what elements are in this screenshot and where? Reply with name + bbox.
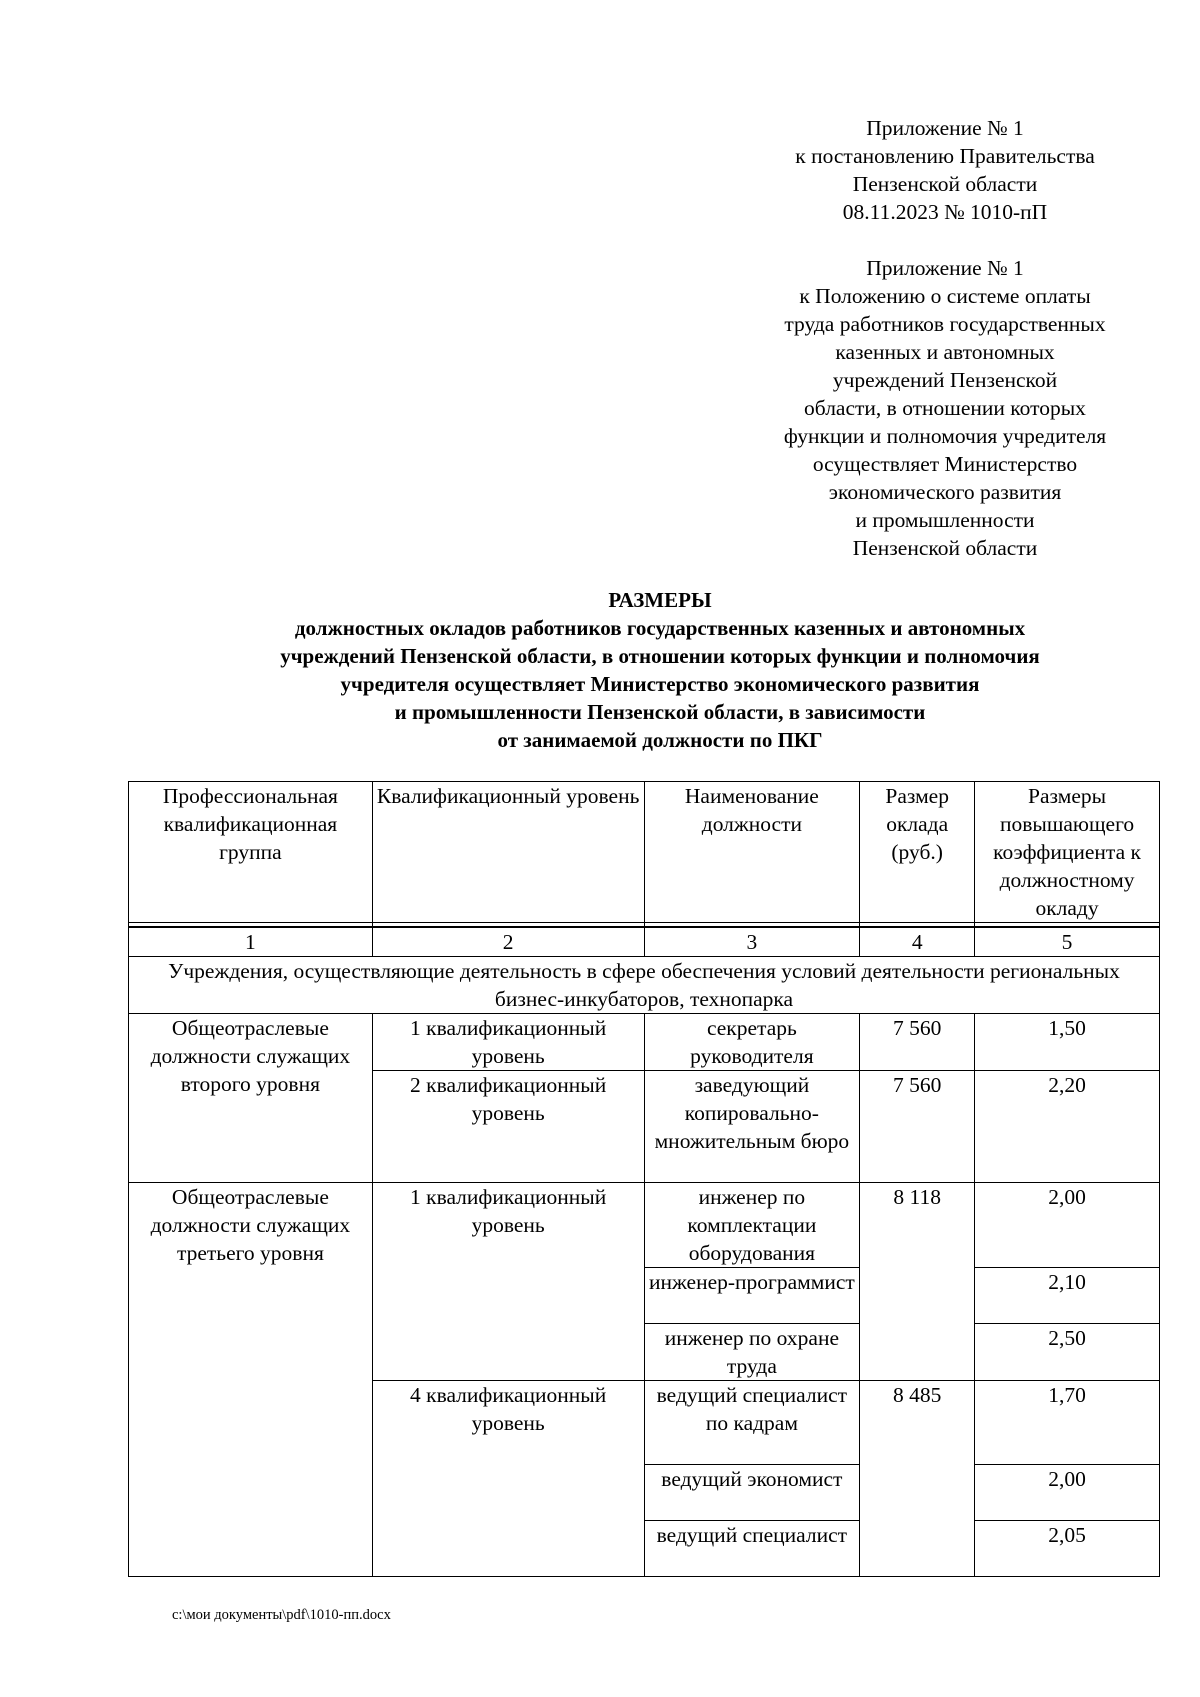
title-line: от занимаемой должности по ПКГ xyxy=(497,728,823,752)
appendix-regulation-note xyxy=(720,254,1170,562)
position-cell: секретарь руководителя xyxy=(644,1014,860,1071)
salary-cell: 7 560 xyxy=(860,1071,975,1183)
coef-cell: 1,50 xyxy=(975,1014,1160,1071)
appendix-line: функции и полномочия учредителя xyxy=(783,424,1107,448)
title-line: учредителя осуществляет Министерство экономического развития xyxy=(340,672,980,696)
coef-cell: 2,00 xyxy=(975,1465,1160,1521)
appendix-line: осуществляет Министерство xyxy=(812,452,1078,476)
level-cell: 4 квалификационный уровень xyxy=(372,1381,644,1577)
section-row xyxy=(129,957,1160,1014)
appendix-line: учреждений Пензенской xyxy=(832,368,1058,392)
appendix-line: к Положению о системе оплаты xyxy=(799,284,1091,308)
position-cell: ведущий специалист xyxy=(644,1521,860,1577)
header-cell: Квалификационный уровень xyxy=(372,782,644,923)
file-path-footer: c:\мои документы\pdf\1010-пп.docx xyxy=(172,1607,391,1623)
appendix-line: Приложение № 1 xyxy=(866,256,1024,280)
column-number: 3 xyxy=(644,927,860,957)
column-number-row xyxy=(129,927,1160,957)
level-cell: 2 квалификационный уровень xyxy=(372,1071,644,1183)
position-cell: инженер-программист xyxy=(644,1268,860,1324)
level-cell: 1 квалификационный уровень xyxy=(372,1183,644,1381)
section-title: Учреждения, осуществляющие деятельность в сфере обеспечения условий деятельности региональных бизнес-инкубаторов, технопарка xyxy=(129,957,1160,1014)
table-row xyxy=(129,1014,1160,1071)
appendix-line: и промышленности xyxy=(855,508,1035,532)
table-header-row xyxy=(129,782,1160,923)
appendix-line: Пензенской области xyxy=(852,536,1038,560)
coef-cell: 2,10 xyxy=(975,1268,1160,1324)
position-cell: инженер по охране труда xyxy=(644,1324,860,1381)
column-number: 2 xyxy=(372,927,644,957)
appendix-line: 08.11.2023 № 1010-пП xyxy=(842,200,1048,224)
appendix-line: экономического развития xyxy=(828,480,1062,504)
header-cell: Наименование должности xyxy=(644,782,860,923)
table-row xyxy=(129,1183,1160,1268)
column-number: 1 xyxy=(129,927,373,957)
group-name: Общеотраслевые должности служащих второго уровня xyxy=(129,1014,373,1183)
title-line: учреждений Пензенской области, в отношении которых функции и полномочия xyxy=(280,644,1040,668)
coef-cell: 2,20 xyxy=(975,1071,1160,1183)
title-line: и промышленности Пензенской области, в зависимости xyxy=(394,700,926,724)
header-cell: Размер оклада (руб.) xyxy=(860,782,975,923)
appendix-line: труда работников государственных xyxy=(784,312,1106,336)
column-number: 4 xyxy=(860,927,975,957)
appendix-line: области, в отношении которых xyxy=(804,396,1086,420)
coef-cell: 2,05 xyxy=(975,1521,1160,1577)
salary-cell: 8 485 xyxy=(860,1381,975,1577)
appendix-line: к постановлению Правительства xyxy=(795,144,1095,168)
header-cell: Профессиональная квалификационная группа xyxy=(129,782,373,923)
appendix-decree-note xyxy=(720,114,1170,226)
salary-cell: 7 560 xyxy=(860,1014,975,1071)
coef-cell: 1,70 xyxy=(975,1381,1160,1465)
appendix-line: казенных и автономных xyxy=(835,340,1055,364)
position-cell: заведующий копировально-множительным бюро xyxy=(644,1071,860,1183)
position-cell: инженер по комплектации оборудования xyxy=(644,1183,860,1268)
salary-table xyxy=(128,781,1160,1577)
position-cell: ведущий экономист xyxy=(644,1465,860,1521)
coef-cell: 2,00 xyxy=(975,1183,1160,1268)
title-line: РАЗМЕРЫ xyxy=(608,588,712,612)
title-line: должностных окладов работников государственных казенных и автономных xyxy=(294,616,1026,640)
salary-cell: 8 118 xyxy=(860,1183,975,1381)
appendix-line: Пензенской области xyxy=(852,172,1038,196)
column-number: 5 xyxy=(975,927,1160,957)
coef-cell: 2,50 xyxy=(975,1324,1160,1381)
appendix-line: Приложение № 1 xyxy=(866,116,1024,140)
group-name: Общеотраслевые должности служащих третьего уровня xyxy=(129,1183,373,1577)
level-cell: 1 квалификационный уровень xyxy=(372,1014,644,1071)
header-cell: Размеры повышающего коэффициента к должностному окладу xyxy=(975,782,1160,923)
document-title xyxy=(110,586,1200,754)
position-cell: ведущий специалист по кадрам xyxy=(644,1381,860,1465)
